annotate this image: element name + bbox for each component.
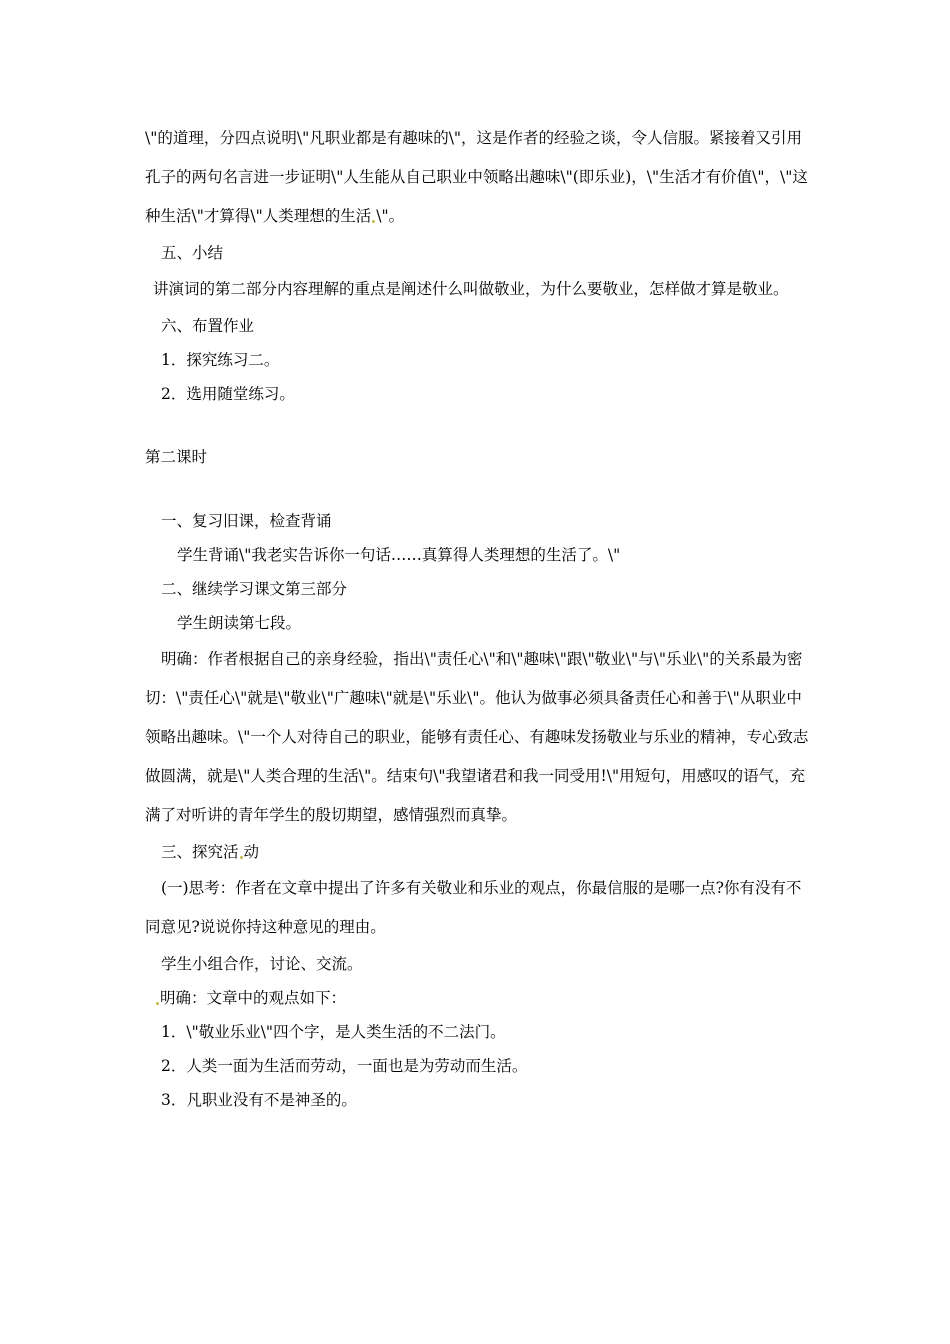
paragraph-clarify: 明确：作者根据自己的亲身经验，指出\"责任心\"和\"趣味\"跟\"敬业\"与\"乐业\"的关系最为密切：\"责任心\"就是\"敬业\"广趣味\"就是\"乐业\"。他认为做事必须具备责任心和善于\"从职业中领略出趣味。\"一个人对待自己的职业，能够有责任心、有趣味发扬敬业与乐业的精神，专心致志做圆满，就是\"人类合理的生活\"。结束句\"我望诸君和我一同受用!\"用短句，用感叹的语气，充满了对听讲的青年学生的殷切期望，感情强烈而真挚。 xyxy=(145,650,809,824)
point-item: 2．人类一面为生活而劳动，一面也是为劳动而生活。 xyxy=(161,1057,528,1075)
spacer xyxy=(145,411,813,440)
homework-item: 2．选用随堂练习。 xyxy=(161,385,295,403)
paragraph-think: (一)思考：作者在文章中提出了许多有关敬业和乐业的观点，你最信服的是哪一点?你有没有不同意见?说说你持这种意见的理由。 xyxy=(145,879,802,936)
document-body xyxy=(145,119,813,1117)
paragraph-summary: 讲演词的第二部分内容理解的重点是阐述什么叫做敬业，为什么要敬业，怎样做才算是敬业。 xyxy=(153,280,789,298)
mark-dot xyxy=(156,1002,159,1005)
heading-explore-end: 动 xyxy=(243,843,260,861)
point-item: 1．\"敬业乐业\"四个字，是人类生活的不二法门。 xyxy=(161,1023,506,1041)
paragraph-clarify2-text: 明确：文章中的观点如下： xyxy=(160,989,347,1007)
mark-dot xyxy=(372,220,375,223)
paragraph-argument xyxy=(145,119,813,236)
heading-homework: 六、布置作业 xyxy=(161,317,255,335)
mark-dot xyxy=(240,856,243,859)
paragraph-argument-end: \"。 xyxy=(376,207,405,225)
heading-continue: 二、继续学习课文第三部分 xyxy=(161,580,348,598)
spacer xyxy=(145,474,813,504)
heading-explore xyxy=(145,835,813,869)
lesson-title: 第二课时 xyxy=(145,448,208,466)
paragraph-argument-text: \"的道理，分四点说明\"凡职业都是有趣味的\"，这是作者的经验之谈，令人信服。紧接着又引用孔子的两句名言进一步证明\"人生能从自己职业中领略出趣味\"(即乐业)，\"生活才有价值\"，\"这种生活\"才算得\"人类理想的生活 xyxy=(145,129,808,225)
paragraph-continue: 学生朗读第七段。 xyxy=(177,614,302,632)
heading-explore-text: 三、探究活 xyxy=(161,843,239,861)
heading-summary: 五、小结 xyxy=(161,244,224,262)
paragraph-clarify2 xyxy=(145,981,813,1015)
paragraph-review: 学生背诵\"我老实告诉你一句话……真算得人类理想的生活了。\" xyxy=(177,546,621,564)
heading-review: 一、复习旧课，检查背诵 xyxy=(161,512,332,530)
homework-item: 1．探究练习二。 xyxy=(161,351,280,369)
point-item: 3．凡职业没有不是神圣的。 xyxy=(161,1091,357,1109)
paragraph-group: 学生小组合作，讨论、交流。 xyxy=(161,955,363,973)
